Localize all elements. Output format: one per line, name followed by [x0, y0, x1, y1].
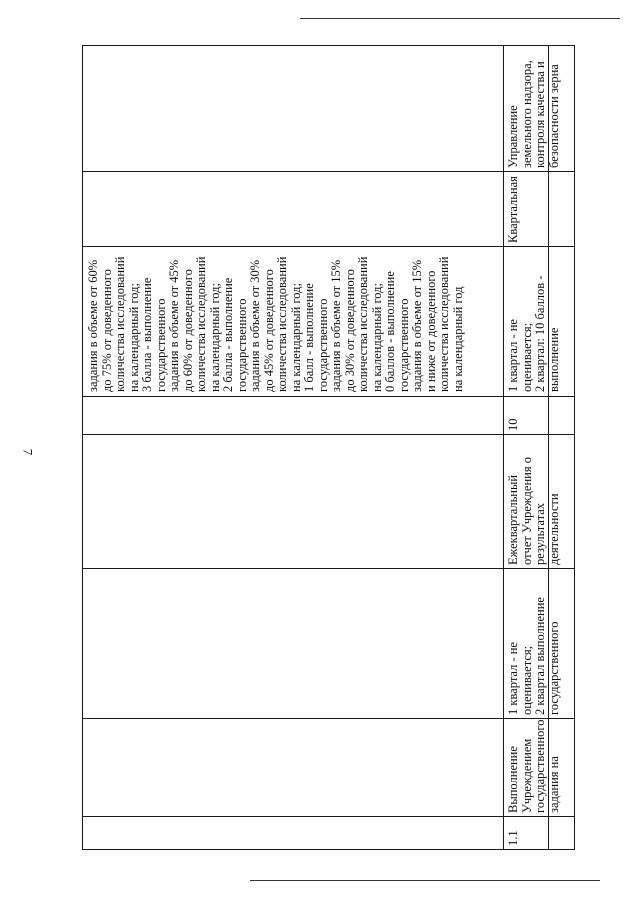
evaluation-table [82, 45, 575, 850]
table-col-divider [83, 718, 574, 719]
responsible-department: Управление земельного надзора, контроля качества и безопасности зерна [506, 60, 561, 168]
scan-edge-bottom [250, 880, 600, 881]
frequency-cell: Квартальная [506, 176, 520, 243]
table-col-divider [83, 171, 574, 172]
indicator-name-cell: Выполнение Учреждением государственного задания на [506, 719, 561, 813]
table-col-divider [83, 396, 574, 397]
page-number: 7 [20, 448, 36, 456]
scan-edge-top [300, 18, 620, 19]
table-col-divider [83, 434, 574, 435]
scoring-criteria-continued: задания в объеме от 60% до 75% от доведенного количества исследований на календарный год; 3 балла - выполнение государственного задания в объеме от 45% до 60% от доведенного количества исследований на календарный год; 2 балла - выполнение государственного задания в объеме от 30% до 45% от доведенного количества исследований на календарный год; 1 балл - выполнение государственного задания в объеме от 15% до 30% от доведенного количества исследований на календарный год; 0 баллов - выполнение государственного задания в объеме от 15% и ниже от доведенного количества исследований на календарный год [86, 256, 465, 392]
evaluation-criteria-cell: 1 квартал - не оценивается; 2 квартал выполнение государственного [506, 597, 561, 715]
max-score-cell: 10 [506, 418, 520, 431]
table-col-divider [83, 568, 574, 569]
table-row-divider [503, 46, 504, 849]
row-number-cell: 1.1 [506, 830, 520, 846]
reporting-form-cell: Ежеквартальный отчет Учреждения о результатах деятельности [506, 457, 561, 565]
scoring-criteria-new: 1 квартал - не оценивается; 2 квартал: 10 баллов - выполнение [506, 275, 561, 392]
table-col-divider [83, 816, 574, 817]
table-col-divider [83, 246, 574, 247]
